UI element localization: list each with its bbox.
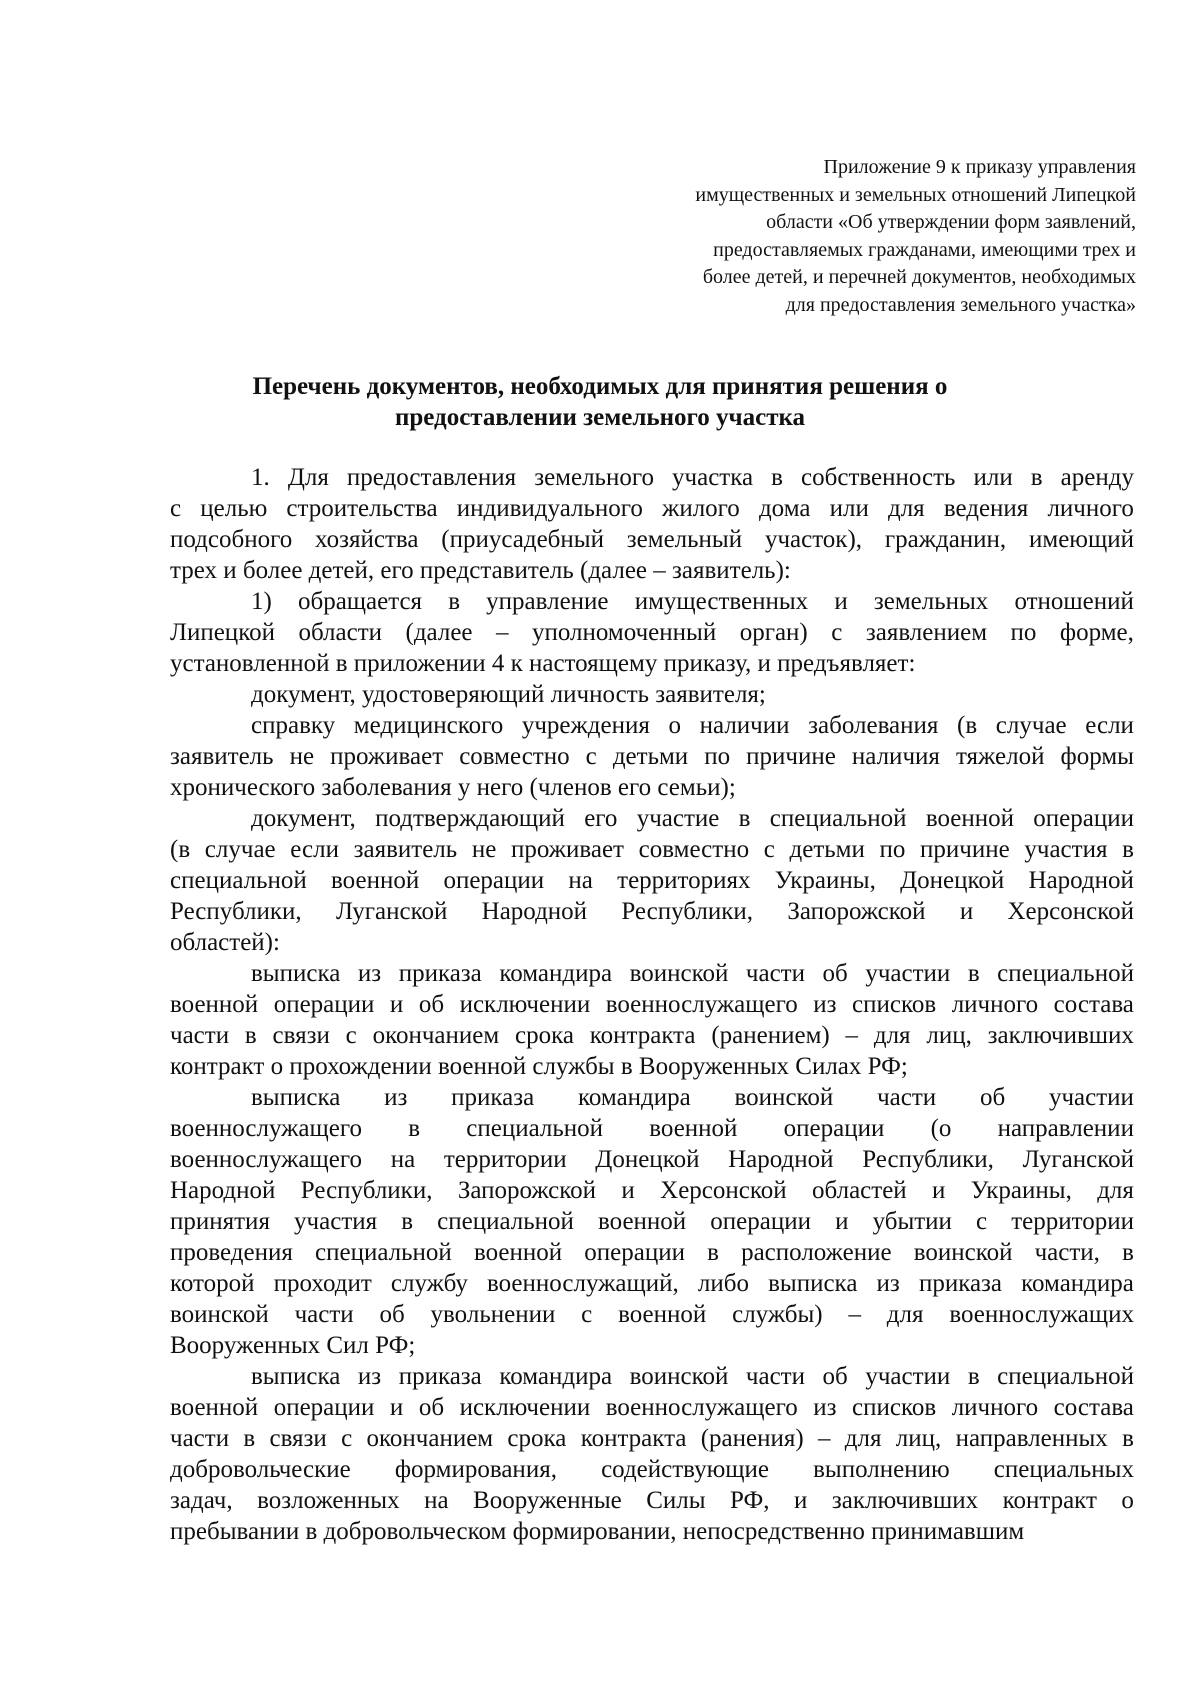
body-line: с целью строительства индивидуального жилого дома или для ведения личного xyxy=(170,495,1134,522)
body-line: справку медицинского учреждения о наличии заболевания (в случае если xyxy=(251,712,1134,739)
body-line: воинской части об увольнении с военной службы) – для военнослужащих xyxy=(170,1301,1134,1328)
body-line: трех и более детей, его представитель (далее – заявитель): xyxy=(170,557,791,584)
body-line: которой проходит службу военнослужащий, либо выписка из приказа командира xyxy=(170,1270,1134,1297)
body-line: военной операции и об исключении военнослужащего из списков личного состава xyxy=(170,1394,1134,1421)
body-line: областей): xyxy=(170,929,280,956)
body-line: пребывании в добровольческом формировании, непосредственно принимавшим xyxy=(170,1518,1025,1545)
annex-line: для предоставления земельного участка» xyxy=(785,293,1136,316)
body-line: установленной в приложении 4 к настоящему приказу, и предъявляет: xyxy=(170,650,916,677)
body-line: добровольческие формирования, содействующие выполнению специальных xyxy=(170,1456,1134,1483)
annex-line: предоставляемых гражданами, имеющими трех и xyxy=(713,238,1136,261)
body-line: документ, подтверждающий его участие в специальной военной операции xyxy=(251,805,1134,832)
body-paragraph xyxy=(170,462,1134,586)
body-paragraph xyxy=(170,958,1134,1082)
title-line: предоставлении земельного участка xyxy=(394,404,806,431)
body-paragraph xyxy=(170,1082,1134,1361)
body-line: выписка из приказа командира воинской части об участии в специальной xyxy=(251,1363,1134,1390)
body-line: задач, возложенных на Вооруженные Силы РФ, и заключивших контракт о xyxy=(170,1487,1134,1514)
document-body xyxy=(170,462,1134,1547)
body-line: контракт о прохождении военной службы в Вооруженных Силах РФ; xyxy=(170,1053,908,1080)
body-line: Народной Республики, Запорожской и Херсонской областей и Украины, для xyxy=(170,1177,1134,1204)
body-paragraph xyxy=(170,679,1134,710)
body-line: Липецкой области (далее – уполномоченный орган) с заявлением по форме, xyxy=(170,619,1134,646)
body-line: военнослужащего в специальной военной операции (о направлении xyxy=(170,1115,1134,1142)
body-line: военнослужащего на территории Донецкой Народной Республики, Луганской xyxy=(170,1146,1134,1173)
body-paragraph xyxy=(170,803,1134,958)
annex-header xyxy=(576,154,1136,319)
body-line: части в связи с окончанием срока контракта (ранения) – для лиц, направленных в xyxy=(170,1425,1134,1452)
body-paragraph xyxy=(170,710,1134,803)
body-paragraph xyxy=(170,586,1134,679)
body-line: Республики, Луганской Народной Республики, Запорожской и Херсонской xyxy=(170,898,1134,925)
body-line: проведения специальной военной операции в расположение воинской части, в xyxy=(170,1239,1134,1266)
body-line: части в связи с окончанием срока контракта (ранением) – для лиц, заключивших xyxy=(170,1022,1134,1049)
annex-line: области «Об утверждении форм заявлений, xyxy=(766,211,1136,233)
annex-line: имущественных и земельных отношений Липецкой xyxy=(695,183,1136,206)
body-line: документ, удостоверяющий личность заявителя; xyxy=(251,681,766,708)
body-line: 1. Для предоставления земельного участка в собственность или в аренду xyxy=(251,464,1134,491)
body-line: 1) обращается в управление имущественных и земельных отношений xyxy=(251,588,1134,615)
document-title xyxy=(0,371,1200,433)
body-line: принятия участия в специальной военной операции и убытии с территории xyxy=(170,1208,1134,1235)
body-line: хронического заболевания у него (членов его семьи); xyxy=(170,774,736,801)
body-line: заявитель не проживает совместно с детьми по причине наличия тяжелой формы xyxy=(170,743,1134,770)
body-line: (в случае если заявитель не проживает совместно с детьми по причине участия в xyxy=(170,836,1134,863)
body-line: выписка из приказа командира воинской части об участии xyxy=(251,1084,1134,1111)
body-line: специальной военной операции на территориях Украины, Донецкой Народной xyxy=(170,867,1134,894)
annex-line: более детей, и перечней документов, необходимых xyxy=(702,266,1136,288)
body-line: подсобного хозяйства (приусадебный земельный участок), гражданин, имеющий xyxy=(170,526,1134,553)
body-line: военной операции и об исключении военнослужащего из списков личного состава xyxy=(170,991,1134,1018)
body-line: выписка из приказа командира воинской части об участии в специальной xyxy=(251,960,1134,987)
body-line: Вооруженных Сил РФ; xyxy=(170,1332,416,1359)
body-paragraph xyxy=(170,1361,1134,1547)
title-line: Перечень документов, необходимых для принятия решения о xyxy=(252,373,948,400)
annex-line: Приложение 9 к приказу управления xyxy=(823,156,1136,178)
